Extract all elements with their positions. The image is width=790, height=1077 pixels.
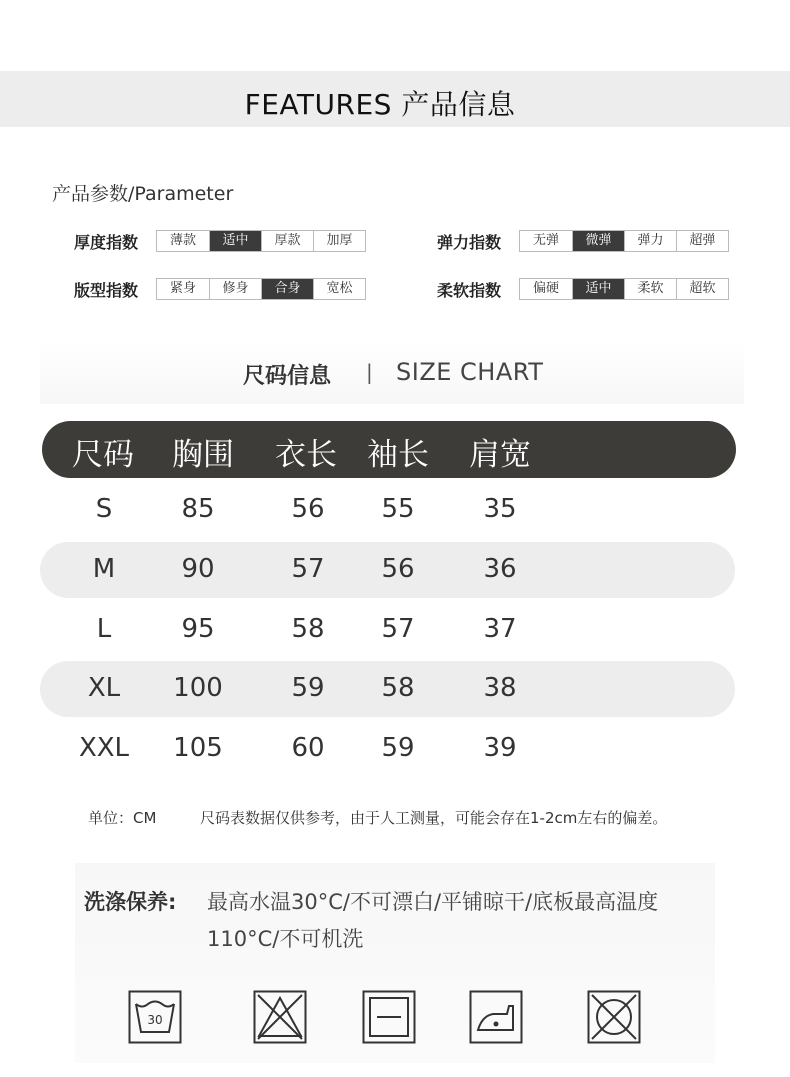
size-disclaimer: 尺码表数据仅供参考，由于人工测量，可能会存在1-2cm左右的偏差。 [200,809,668,827]
care-instructions-line1: 最高水温30°C/不可漂白/平铺晾干/底板最高温度 [207,890,659,914]
size-chart-header-band [40,340,744,404]
no-machine-wash-icon [587,990,641,1044]
parameter-option: 厚款 [261,231,313,251]
size-chart-title-zh: 尺码信息 [243,364,332,389]
table-cell: 100 [173,673,223,703]
parameter-row [437,278,729,300]
table-cell: 37 [483,614,517,644]
care-label: 洗涤保养: [84,890,177,914]
parameter-option: 修身 [209,279,261,299]
table-row [40,721,735,777]
parameter-option-selected: 微弹 [572,231,624,251]
banner-title: FEATURES 产品信息 [244,88,516,121]
table-cell: XL [87,673,121,703]
table-cell: 90 [181,554,215,584]
parameter-label: 厚度指数 [74,232,139,252]
size-chart-title-separator: | [366,360,373,384]
care-instructions-line2: 110°C/不可机洗 [207,927,364,951]
wash-30-icon [128,990,182,1044]
table-cell: 35 [483,494,517,524]
parameter-label: 弹力指数 [437,232,502,252]
parameter-option-selected: 适中 [572,279,624,299]
table-cell: 60 [291,733,325,763]
parameter-row [437,230,729,252]
wash-temperature-label: 30 [147,1013,163,1027]
table-cell: 85 [181,494,215,524]
table-row [40,482,735,538]
parameter-option: 加厚 [313,231,365,251]
table-row [40,542,735,598]
parameter-options [519,230,729,252]
column-header: 尺码 [72,437,134,473]
parameter-option-selected: 合身 [261,279,313,299]
no-bleach-icon [253,990,307,1044]
features-banner [0,71,790,127]
parameter-row [74,278,366,300]
column-header: 袖长 [367,437,429,473]
table-cell: 105 [173,733,223,763]
parameter-option: 超软 [676,279,728,299]
table-cell: XXL [78,733,130,763]
table-cell: 59 [381,733,415,763]
table-cell: 56 [381,554,415,584]
table-cell: 58 [381,673,415,703]
parameter-option: 偏硬 [532,281,559,296]
table-cell: 58 [291,614,325,644]
table-cell: 57 [381,614,415,644]
parameter-row [74,230,366,252]
table-cell: 59 [291,673,325,703]
parameter-option: 紧身 [169,281,196,296]
unit-note: 单位：CM [88,809,157,827]
column-header: 衣长 [275,437,337,473]
table-cell: 95 [181,614,215,644]
size-chart-title-en: SIZE CHART [396,358,544,386]
parameter-option: 无弹 [532,233,559,248]
parameter-label: 柔软指数 [437,280,502,300]
table-cell: 39 [483,733,517,763]
table-cell: 57 [291,554,325,584]
parameter-option: 宽松 [313,279,365,299]
parameter-label: 版型指数 [74,280,139,300]
parameter-option-selected: 适中 [209,231,261,251]
table-row [40,661,735,717]
iron-medium-icon [469,990,523,1044]
parameter-option: 柔软 [624,279,676,299]
table-row [40,602,735,658]
table-cell: 56 [291,494,325,524]
table-cell: 36 [483,554,517,584]
parameter-option: 薄款 [169,233,196,248]
parameter-heading: 产品参数/Parameter [52,183,234,205]
dry-flat-icon [362,990,416,1044]
parameter-option: 弹力 [624,231,676,251]
size-table-header [42,421,736,478]
column-header: 胸围 [172,437,234,473]
table-cell: 38 [483,673,517,703]
parameter-option: 超弹 [676,231,728,251]
parameter-options [519,278,729,300]
table-cell: M [92,554,116,584]
column-header: 肩宽 [469,437,531,473]
table-cell: 55 [381,494,415,524]
parameter-options [156,230,366,252]
table-cell: S [95,494,113,524]
table-cell: L [96,614,112,644]
parameter-options [156,278,366,300]
